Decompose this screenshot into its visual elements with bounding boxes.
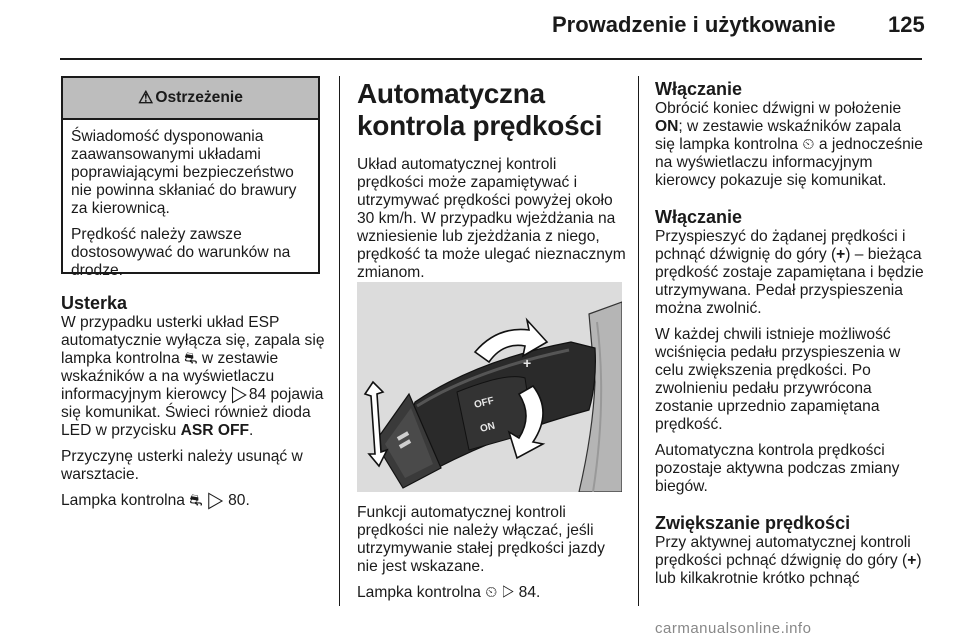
text-run: Przyspieszyć do żądanej prędkości i pchnąć dźwignię do góry ( bbox=[655, 228, 906, 263]
text-run: ; w zestawie wskaźników zapala się lampka kontrolna bbox=[655, 118, 902, 153]
spacer bbox=[655, 504, 925, 512]
wlaczanie-heading-2: Włączanie bbox=[655, 207, 743, 227]
text-run: Lampka kontrolna bbox=[61, 492, 190, 509]
text-run: Lampka kontrolna bbox=[357, 584, 486, 601]
intro-paragraph: Układ automatycznej kontroli prędkości może zapamiętywać i utrzymywać prędkości powyżej około 30 km/h. W przypadku wjeżdżania na wzniesienie lub zjeżdżania z niego, prędkość ta może ulegać nieznacznym zmianom. bbox=[357, 156, 626, 281]
column-1-text bbox=[61, 292, 329, 518]
lamp-reference-line bbox=[61, 492, 329, 510]
section-title: Automatyczna kontrola prędkości bbox=[357, 78, 603, 141]
column-divider-left bbox=[339, 76, 340, 606]
text-run: W przypadku usterki układ ESP automatycznie wyłącza się, zapala się lampka kontrolna bbox=[61, 314, 325, 367]
warning-paragraph-1: Świadomość dysponowania zaawansowanymi układami poprawiającymi bezpieczeństwo nie powinna skłaniać do brawury za kierownicą. bbox=[71, 128, 297, 217]
plus-label: + bbox=[907, 552, 917, 569]
column-2-lower-text bbox=[357, 504, 627, 610]
spacer bbox=[655, 198, 925, 206]
warning-heading: Ostrzeżenie bbox=[155, 89, 243, 106]
wlaczanie-paragraph-4: Automatyczna kontrola prędkości pozostaje aktywna podczas zmiany biegów. bbox=[655, 442, 900, 495]
on-position-label: ON bbox=[655, 118, 679, 135]
text-run: Przy aktywnej automatycznej kontroli prędkości pchnąć dźwignię do góry ( bbox=[655, 534, 911, 569]
wlaczanie-paragraph-1 bbox=[655, 100, 925, 190]
warning-paragraph-2: Prędkość należy zawsze dostosowywać do warunków na drodze. bbox=[71, 226, 291, 279]
lever-drawing bbox=[357, 282, 622, 492]
wlaczanie-heading-1: Włączanie bbox=[655, 79, 743, 99]
running-header-title: Prowadzenie i użytkowanie bbox=[552, 12, 836, 37]
text-run: . bbox=[249, 422, 254, 439]
text-run: w zestawie wskaźników a na wyświetlaczu informacyjnym kierowcy bbox=[61, 350, 279, 403]
usterka-paragraph-1 bbox=[61, 314, 329, 440]
esp-car-skid-icon: ⛐ bbox=[184, 350, 198, 367]
page-reference-triangle-icon: ▷ bbox=[230, 386, 248, 403]
cruise-control-lever-illustration bbox=[357, 282, 622, 492]
wlaczanie-paragraph-2 bbox=[655, 228, 925, 318]
usterka-paragraph-2: Przyczynę usterki należy usunąć w warsztacie. bbox=[61, 448, 303, 483]
text-run: ) lub kilkakrotnie krótko pchnąć bbox=[655, 552, 922, 587]
plus-label: + bbox=[836, 246, 846, 263]
zwiekszanie-heading: Zwiększanie prędkości bbox=[655, 513, 851, 533]
text-run: pojawia się komunikat. Świeci również dioda LED w przycisku bbox=[61, 386, 324, 439]
lever-on-label: ON bbox=[479, 420, 497, 435]
warning-header bbox=[63, 78, 318, 120]
cruise-control-speedometer-icon: ⏲ bbox=[802, 136, 815, 153]
column-divider-right bbox=[638, 76, 639, 606]
page-reference-link[interactable]: 84 bbox=[248, 386, 267, 403]
page-reference-triangle-icon: ▷ bbox=[501, 584, 515, 601]
wlaczanie-paragraph-3: W każdej chwili istnieje możliwość wciśnięcia pedału przyspieszenia w celu zwiększenia prędkości. Po zwolnieniu pedału przywrócona zostanie uprzednio zapamiętana prędkość. bbox=[655, 326, 901, 433]
usterka-heading: Usterka bbox=[61, 293, 128, 313]
zwiekszanie-paragraph bbox=[655, 534, 925, 588]
text-run: Obrócić koniec dźwigni w położenie bbox=[655, 100, 902, 117]
after-illustration-paragraph: Funkcji automatycznej kontroli prędkości nie należy włączać, jeśli utrzymywanie stałej prędkości jazdy nie jest wskazane. bbox=[357, 504, 605, 575]
watermark: carmanualsonline.info bbox=[655, 620, 812, 637]
cruise-control-speedometer-icon: ⏲ bbox=[485, 584, 498, 601]
page-number: 125 bbox=[888, 12, 925, 37]
warning-box bbox=[61, 76, 320, 279]
text-run: ) – bieżąca prędkość zostaje zapamiętana i będzie utrzymywana. Pedał przyspieszenia można zwolnić. bbox=[655, 246, 924, 317]
asr-off-button-label: ASR OFF bbox=[180, 422, 250, 439]
column-3-text bbox=[655, 78, 925, 596]
cruise-lamp-reference-line bbox=[357, 584, 627, 602]
lever-plus-label: + bbox=[523, 355, 532, 371]
page-reference-triangle-icon: ▷ bbox=[207, 492, 224, 509]
header-rule bbox=[60, 58, 922, 60]
column-2-text bbox=[357, 78, 627, 290]
page-reference-link[interactable]: 80. bbox=[228, 492, 250, 509]
warning-body bbox=[63, 120, 318, 280]
warning-triangle-icon: ⚠ bbox=[138, 88, 154, 107]
page-reference-link[interactable]: 84. bbox=[518, 584, 541, 601]
text-run: a jednocześnie na wyświetlaczu informacyjnym kierowcy pokazuje się komunikat. bbox=[655, 136, 923, 189]
esp-car-skid-icon: ⛐ bbox=[189, 492, 203, 509]
lever-off-label: OFF bbox=[473, 395, 496, 411]
